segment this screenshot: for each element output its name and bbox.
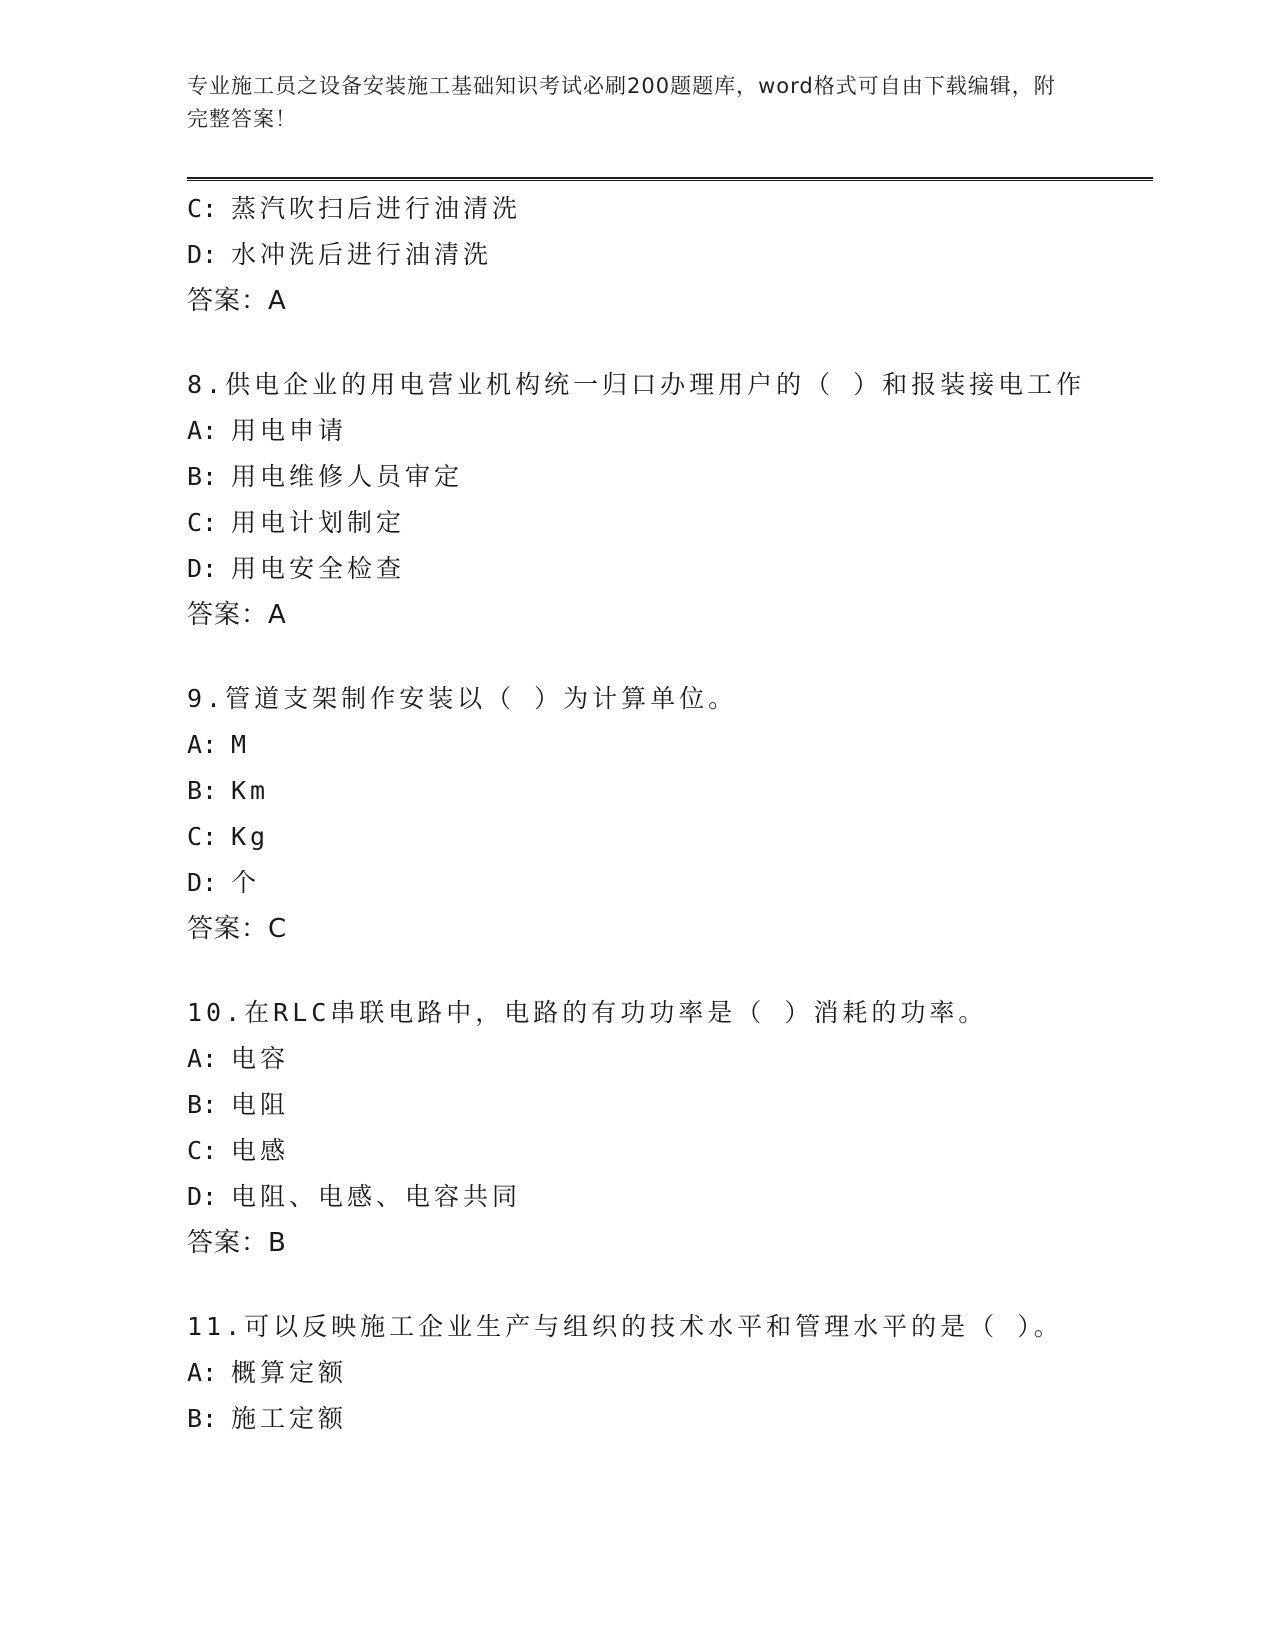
answer-line: 答案：C <box>187 914 288 944</box>
option-c <box>187 500 1157 546</box>
option-text: Kg <box>231 822 270 851</box>
option-letter: B: <box>187 776 218 805</box>
question-block <box>187 362 1157 638</box>
option-a <box>187 1036 1157 1082</box>
option-text: 概算定额 <box>231 1358 348 1387</box>
option-letter: B: <box>187 1404 218 1433</box>
option-text: 用电申请 <box>231 416 348 445</box>
option-text: 电阻 <box>231 1090 290 1119</box>
option-letter: A: <box>187 416 218 445</box>
question-block <box>187 186 1157 324</box>
option-d <box>187 1174 1157 1220</box>
option-a <box>187 722 1157 768</box>
option-text: 用电计划制定 <box>231 508 406 537</box>
option-a <box>187 1350 1157 1396</box>
option-letter: A: <box>187 1044 218 1073</box>
option-letter: A: <box>187 730 218 759</box>
question-text: 9.管道支架制作安装以（ ）为计算单位。 <box>187 684 738 713</box>
option-text: 个 <box>231 868 261 897</box>
option-letter: D: <box>187 240 218 269</box>
option-text: Km <box>231 776 270 805</box>
option-text: 施工定额 <box>231 1404 348 1433</box>
option-letter: D: <box>187 1182 218 1211</box>
option-letter: D: <box>187 554 218 583</box>
option-letter: C: <box>187 1136 218 1165</box>
option-d <box>187 860 1157 906</box>
option-b <box>187 454 1157 500</box>
option-c <box>187 814 1157 860</box>
option-text: M <box>231 730 251 759</box>
option-a <box>187 408 1157 454</box>
option-d <box>187 546 1157 592</box>
option-text: 蒸汽吹扫后进行油清洗 <box>231 194 522 223</box>
question-list <box>187 186 1157 1442</box>
option-b <box>187 768 1157 814</box>
question-block <box>187 676 1157 952</box>
option-d <box>187 232 1157 278</box>
option-text: 电感 <box>231 1136 290 1165</box>
option-b <box>187 1082 1157 1128</box>
question-text: 10.在RLC串联电路中，电路的有功功率是（ ）消耗的功率。 <box>187 998 988 1027</box>
option-text: 电容 <box>231 1044 290 1073</box>
option-text: 用电维修人员审定 <box>231 462 464 491</box>
option-letter: C: <box>187 194 218 223</box>
option-letter: B: <box>187 1090 218 1119</box>
option-text: 水冲洗后进行油清洗 <box>231 240 493 269</box>
option-letter: B: <box>187 462 218 491</box>
option-c <box>187 186 1157 232</box>
header-divider <box>187 177 1153 181</box>
question-block <box>187 1304 1157 1442</box>
question-text: 11.可以反映施工企业生产与组织的技术水平和管理水平的是（ ）。 <box>187 1312 1063 1341</box>
option-letter: C: <box>187 822 218 851</box>
question-block <box>187 990 1157 1266</box>
question-text: 8.供电企业的用电营业机构统一归口办理用户的（ ）和报装接电工作 <box>187 370 1086 399</box>
answer-line: 答案：A <box>187 286 287 316</box>
option-text: 用电安全检查 <box>231 554 406 583</box>
option-letter: C: <box>187 508 218 537</box>
document-header: 专业施工员之设备安装施工基础知识考试必刷200题题库，word格式可自由下载编辑，附完整答案！ <box>187 74 1056 131</box>
option-text: 电阻、电感、电容共同 <box>231 1182 522 1211</box>
answer-line: 答案：A <box>187 600 287 630</box>
option-b <box>187 1396 1157 1442</box>
option-letter: D: <box>187 868 218 897</box>
option-letter: A: <box>187 1358 218 1387</box>
option-c <box>187 1128 1157 1174</box>
answer-line: 答案：B <box>187 1228 287 1258</box>
